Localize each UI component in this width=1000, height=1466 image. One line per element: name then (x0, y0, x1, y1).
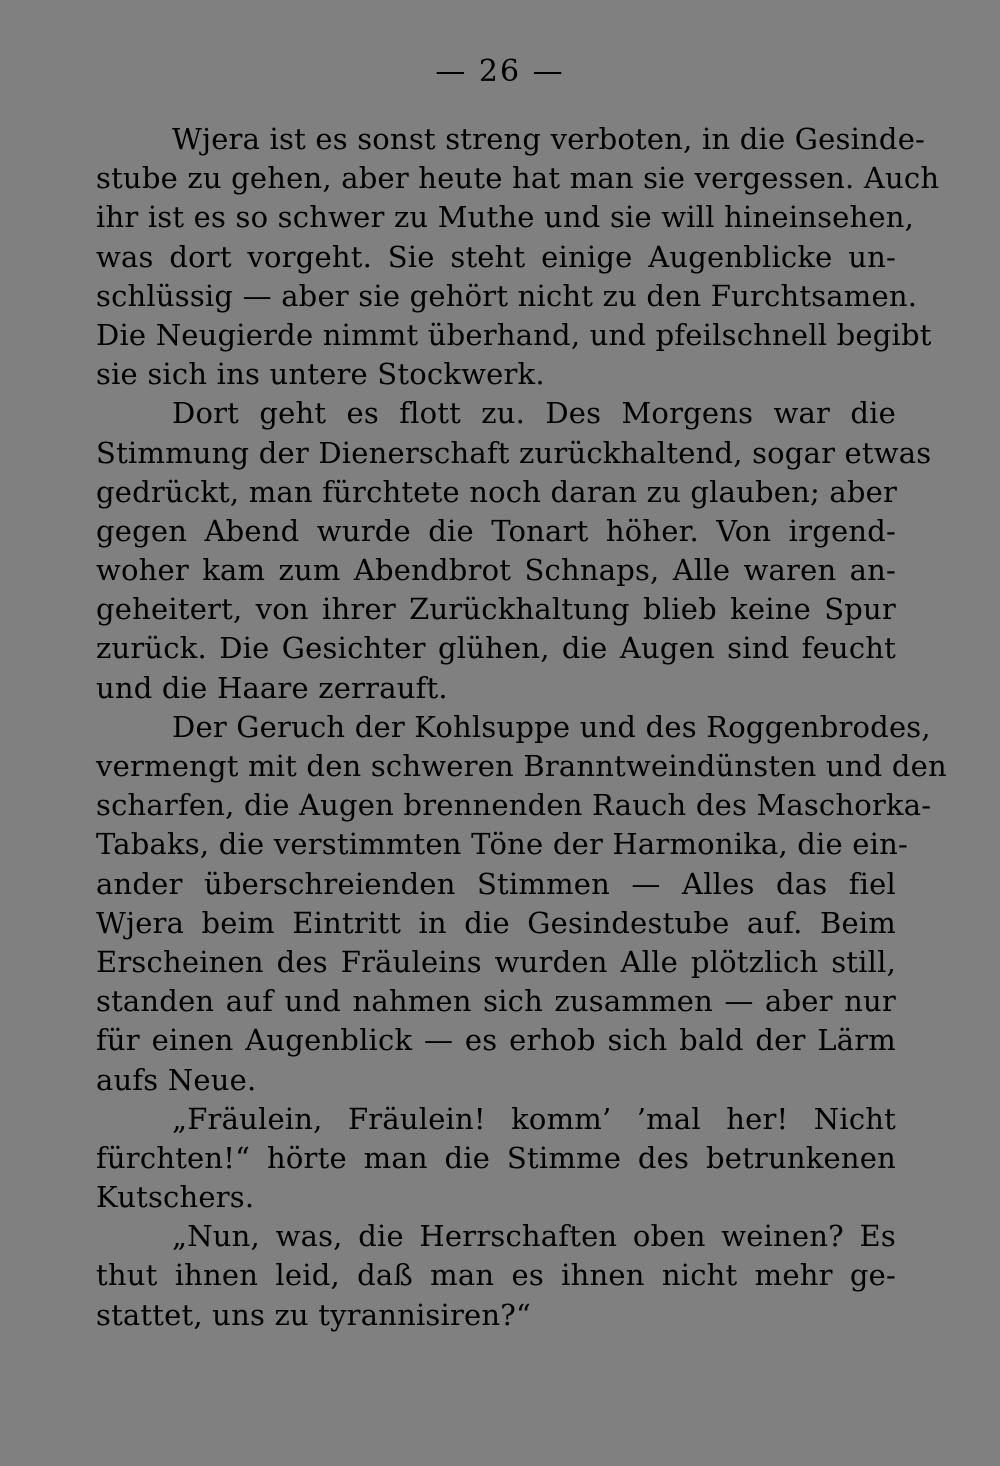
text-line: gegen Abend wurde die Tonart höher. Von irgend- (96, 513, 896, 548)
text-line: „Nun, was, die Herrschaften oben weinen? Es (172, 1219, 896, 1254)
text-line: woher kam zum Abendbrot Schnaps, Alle waren an- (96, 553, 896, 588)
text-line: Die Neugierde nimmt überhand, und pfeilschnell begibt (96, 317, 932, 352)
text-line: Stimmung der Dienerschaft zurückhaltend, sogar etwas (96, 435, 932, 470)
text-line: ihr ist es so schwer zu Muthe und sie will hineinsehen, (96, 200, 915, 235)
text-line: zurück. Die Gesichter glühen, die Augen sind feucht (96, 631, 896, 666)
text-line: stube zu gehen, aber heute hat man sie vergessen. Auch (96, 161, 940, 196)
text-line: aufs Neue. (96, 1062, 257, 1097)
text-line: Der Geruch der Kohlsuppe und des Roggenbrodes, (172, 709, 931, 744)
text-line: „Fräulein, Fräulein! komm’ ’mal her! Nicht (172, 1101, 896, 1136)
text-line: geheitert, von ihrer Zurückhaltung blieb keine Spur (96, 592, 896, 627)
body-text (96, 120, 947, 1335)
text-line: schlüssig — aber sie gehört nicht zu den Furchtsamen. (96, 278, 918, 313)
text-line: standen auf und nahmen sich zusammen — aber nur (96, 984, 896, 1019)
text-line: sie sich ins untere Stockwerk. (96, 357, 545, 392)
text-line: was dort vorgeht. Sie steht einige Augenblicke un- (96, 239, 896, 274)
text-line: für einen Augenblick — es erhob sich bald der Lärm (96, 1023, 896, 1058)
text-line: Tabaks, die verstimmten Töne der Harmonika, die ein- (96, 827, 909, 862)
text-line: und die Haare zerrauft. (96, 670, 448, 705)
page-number: — 26 — (435, 54, 565, 89)
text-line: Erscheinen des Fräuleins wurden Alle plötzlich still, (96, 944, 896, 979)
text-line: scharfen, die Augen brennenden Rauch des Maschorka- (96, 788, 932, 823)
text-line: vermengt mit den schweren Branntweindünsten und den (96, 749, 947, 783)
text-line: ander überschreienden Stimmen — Alles das fiel (96, 866, 896, 901)
text-line: thut ihnen leid, daß man es ihnen nicht mehr ge- (96, 1258, 896, 1293)
text-line: Kutschers. (96, 1180, 255, 1215)
text-line: Dort geht es flott zu. Des Morgens war die (172, 396, 896, 431)
text-line: Wjera beim Eintritt in die Gesindestube auf. Beim (96, 905, 896, 940)
text-line: stattet, uns zu tyrannisiren?“ (96, 1297, 532, 1332)
text-line: gedrückt, man fürchtete noch daran zu glauben; aber (96, 474, 898, 509)
text-line: Wjera ist es sonst streng verboten, in die Gesinde- (172, 122, 926, 156)
text-line: fürchten!“ hörte man die Stimme des betrunkenen (96, 1140, 896, 1175)
